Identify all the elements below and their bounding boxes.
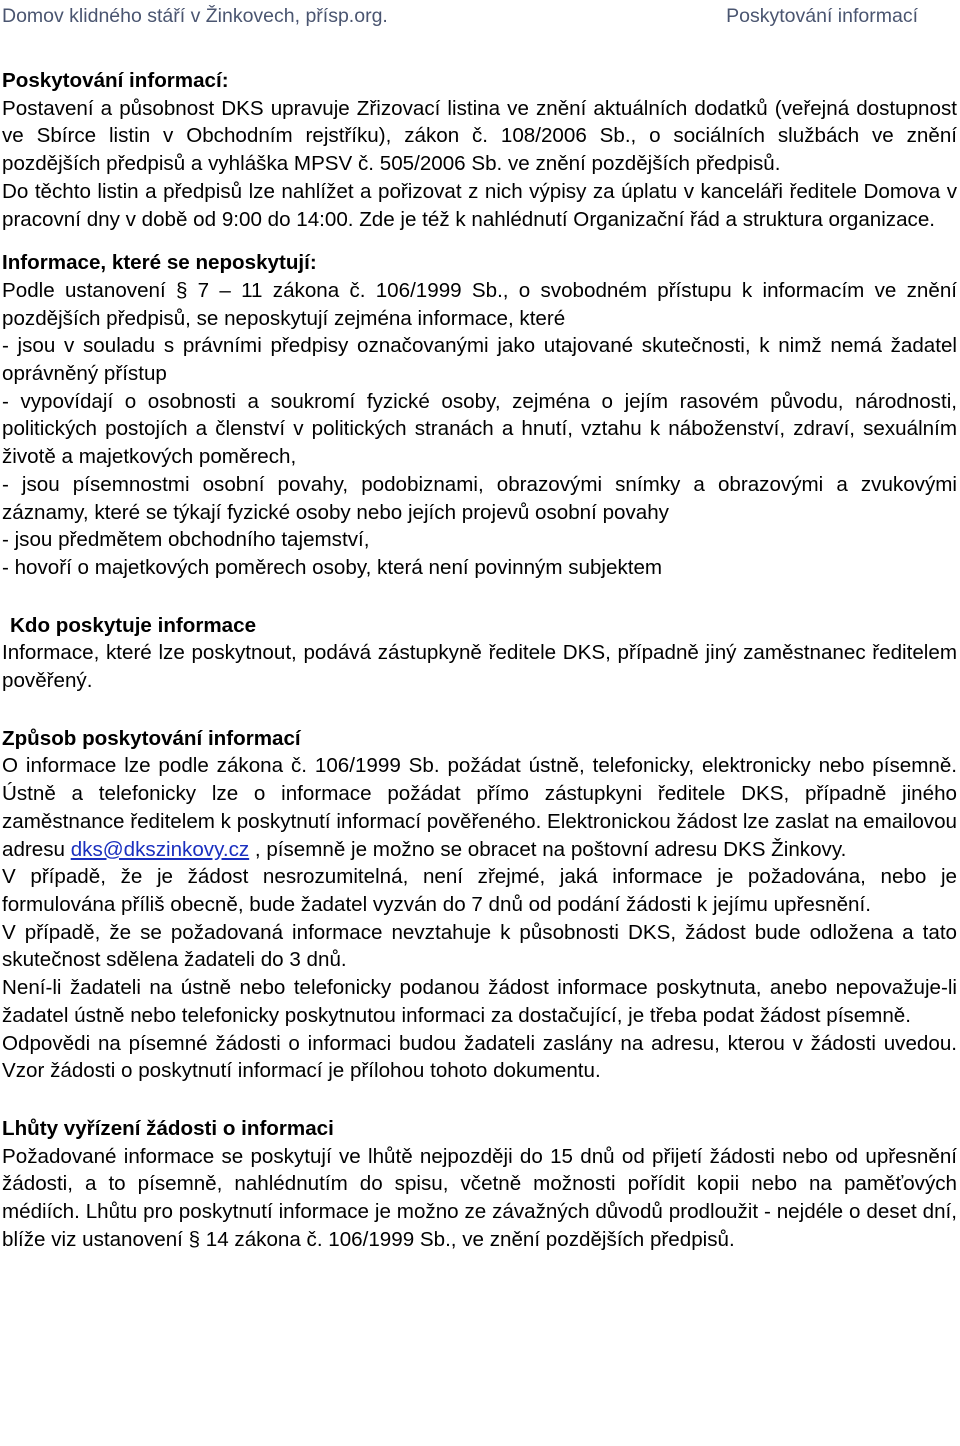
paragraph-text: O informace lze podle zákona č. 106/1999 Sb. požádat ústně, telefonicky, elektronicky nebo písemně. Ústně a telefonicky lze o informace požádat přímo zástupkyni ředitele DKS, případně jiného zaměstnance ředitelem k poskytnutí informací pověřeného. Elektronickou žádost lze zaslat na emailovou adresu xyxy=(2,754,957,861)
list-item: - jsou předmětem obchodního tajemství, xyxy=(2,528,370,552)
list-item: - hovoří o majetkových poměrech osoby, která není povinným subjektem xyxy=(2,555,663,579)
section-heading: Kdo poskytuje informace xyxy=(10,613,257,637)
paragraph: V případě, že se požadovaná informace nevztahuje k působnosti DKS, žádost bude odložena a tato skutečnost sdělena žadateli do 3 dnů. xyxy=(2,920,957,972)
section-heading: Způsob poskytování informací xyxy=(2,726,301,750)
section-heading: Poskytování informací: xyxy=(2,69,229,92)
section-heading: Informace, které se neposkytují: xyxy=(2,251,317,275)
section-kdo xyxy=(2,612,957,695)
header-organization: Domov klidného stáří v Žinkovech, přísp.org. xyxy=(2,5,388,27)
list-item: - jsou písemnostmi osobní povahy, podobiznami, obrazovými snímky a obrazovými a zvukovými záznamy, které se týkají fyzické osoby nebo jejích projevů osobní povahy xyxy=(2,472,957,524)
paragraph: Postavení a působnost DKS upravuje Zřizovací listina ve znění aktuálních dodatků (veřejná dostupnost ve Sbírce listin v Obchodním rejstříku), zákon č. 108/2006 Sb., o sociálních službách ve znění pozdějších předpisů a vyhláška MPSV č. 505/2006 Sb. ve znění pozdějších předpisů. xyxy=(2,96,957,176)
paragraph: Podle ustanovení § 7 – 11 zákona č. 106/1999 Sb., o svobodném přístupu k informacím ve znění pozdějších předpisů, se neposkytují zejména informace, které xyxy=(2,278,957,330)
paragraph: Není-li žadateli na ústně nebo telefonicky podanou žádost informace poskytnuta, anebo nepovažuje-li žadatel ústně nebo telefonicky poskytnutou informaci za dostačující, je třeba podat žádost písemně. xyxy=(2,976,957,1027)
paragraph: Informace, které lze poskytnout, podává zástupkyně ředitele DKS, případně jiný zaměstnanec ředitelem pověřený. xyxy=(2,641,957,693)
list-item: - vypovídají o osobnosti a soukromí fyzické osoby, zejména o jejím rasovém původu, národnosti, politických postojích a členství v politických stranách a hnutí, vztahu k náboženství, zdraví, sexuálním životě a majetkových poměrech, xyxy=(2,389,957,469)
header-document-title: Poskytování informací xyxy=(726,5,918,27)
section-heading: Lhůty vyřízení žádosti o informaci xyxy=(2,1116,334,1140)
paragraph: Odpovědi na písemné žádosti o informaci budou žadateli zaslány na adresu, kterou v žádosti uvedou. Vzor žádosti o poskytnutí informací je přílohou tohoto dokumentu. xyxy=(2,1031,957,1083)
list-item: - jsou v souladu s právními předpisy označovanými jako utajované skutečnosti, k nimž nemá žadatel oprávněný přístup xyxy=(2,334,957,386)
paragraph: Požadované informace se poskytují ve lhůtě nejpozději do 15 dnů od přijetí žádosti nebo od upřesnění žádosti, a to písemně, nahlédnutím do spisu, včetně možnosti pořídit kopii nebo na paměťových médiích. Lhůtu pro poskytnutí informace je možno ze závažných důvodů prodloužit - nejdéle o deset dní, blíže viz ustanovení § 14 zákona č. 106/1999 Sb., ve znění pozdějších předpisů. xyxy=(2,1144,957,1251)
section-poskytovani xyxy=(2,67,957,233)
section-zpusob xyxy=(2,725,957,1085)
section-lhuty xyxy=(2,1115,957,1254)
document-body xyxy=(2,67,957,1253)
paragraph: V případě, že je žádost nesrozumitelná, není zřejmé, jaká informace je požadována, nebo je formulována příliš obecně, bude žadatel vyzván do 7 dnů od podání žádosti k jejímu upřesnění. xyxy=(2,865,957,916)
email-link[interactable]: dks@dkszinkovy.cz xyxy=(70,837,250,861)
section-neposkytuji xyxy=(2,249,957,581)
page-header xyxy=(2,3,958,29)
paragraph-text: , písemně je možno se obracet na poštovní adresu DKS Žinkovy. xyxy=(249,837,847,861)
paragraph xyxy=(2,752,957,863)
paragraph: Do těchto listin a předpisů lze nahlížet a pořizovat z nich výpisy za úplatu v kanceláři ředitele Domova v pracovní dny v době od 9:00 do 14:00. Zde je též k nahlédnutí Organizační řád a struktura organizace. xyxy=(2,179,957,231)
